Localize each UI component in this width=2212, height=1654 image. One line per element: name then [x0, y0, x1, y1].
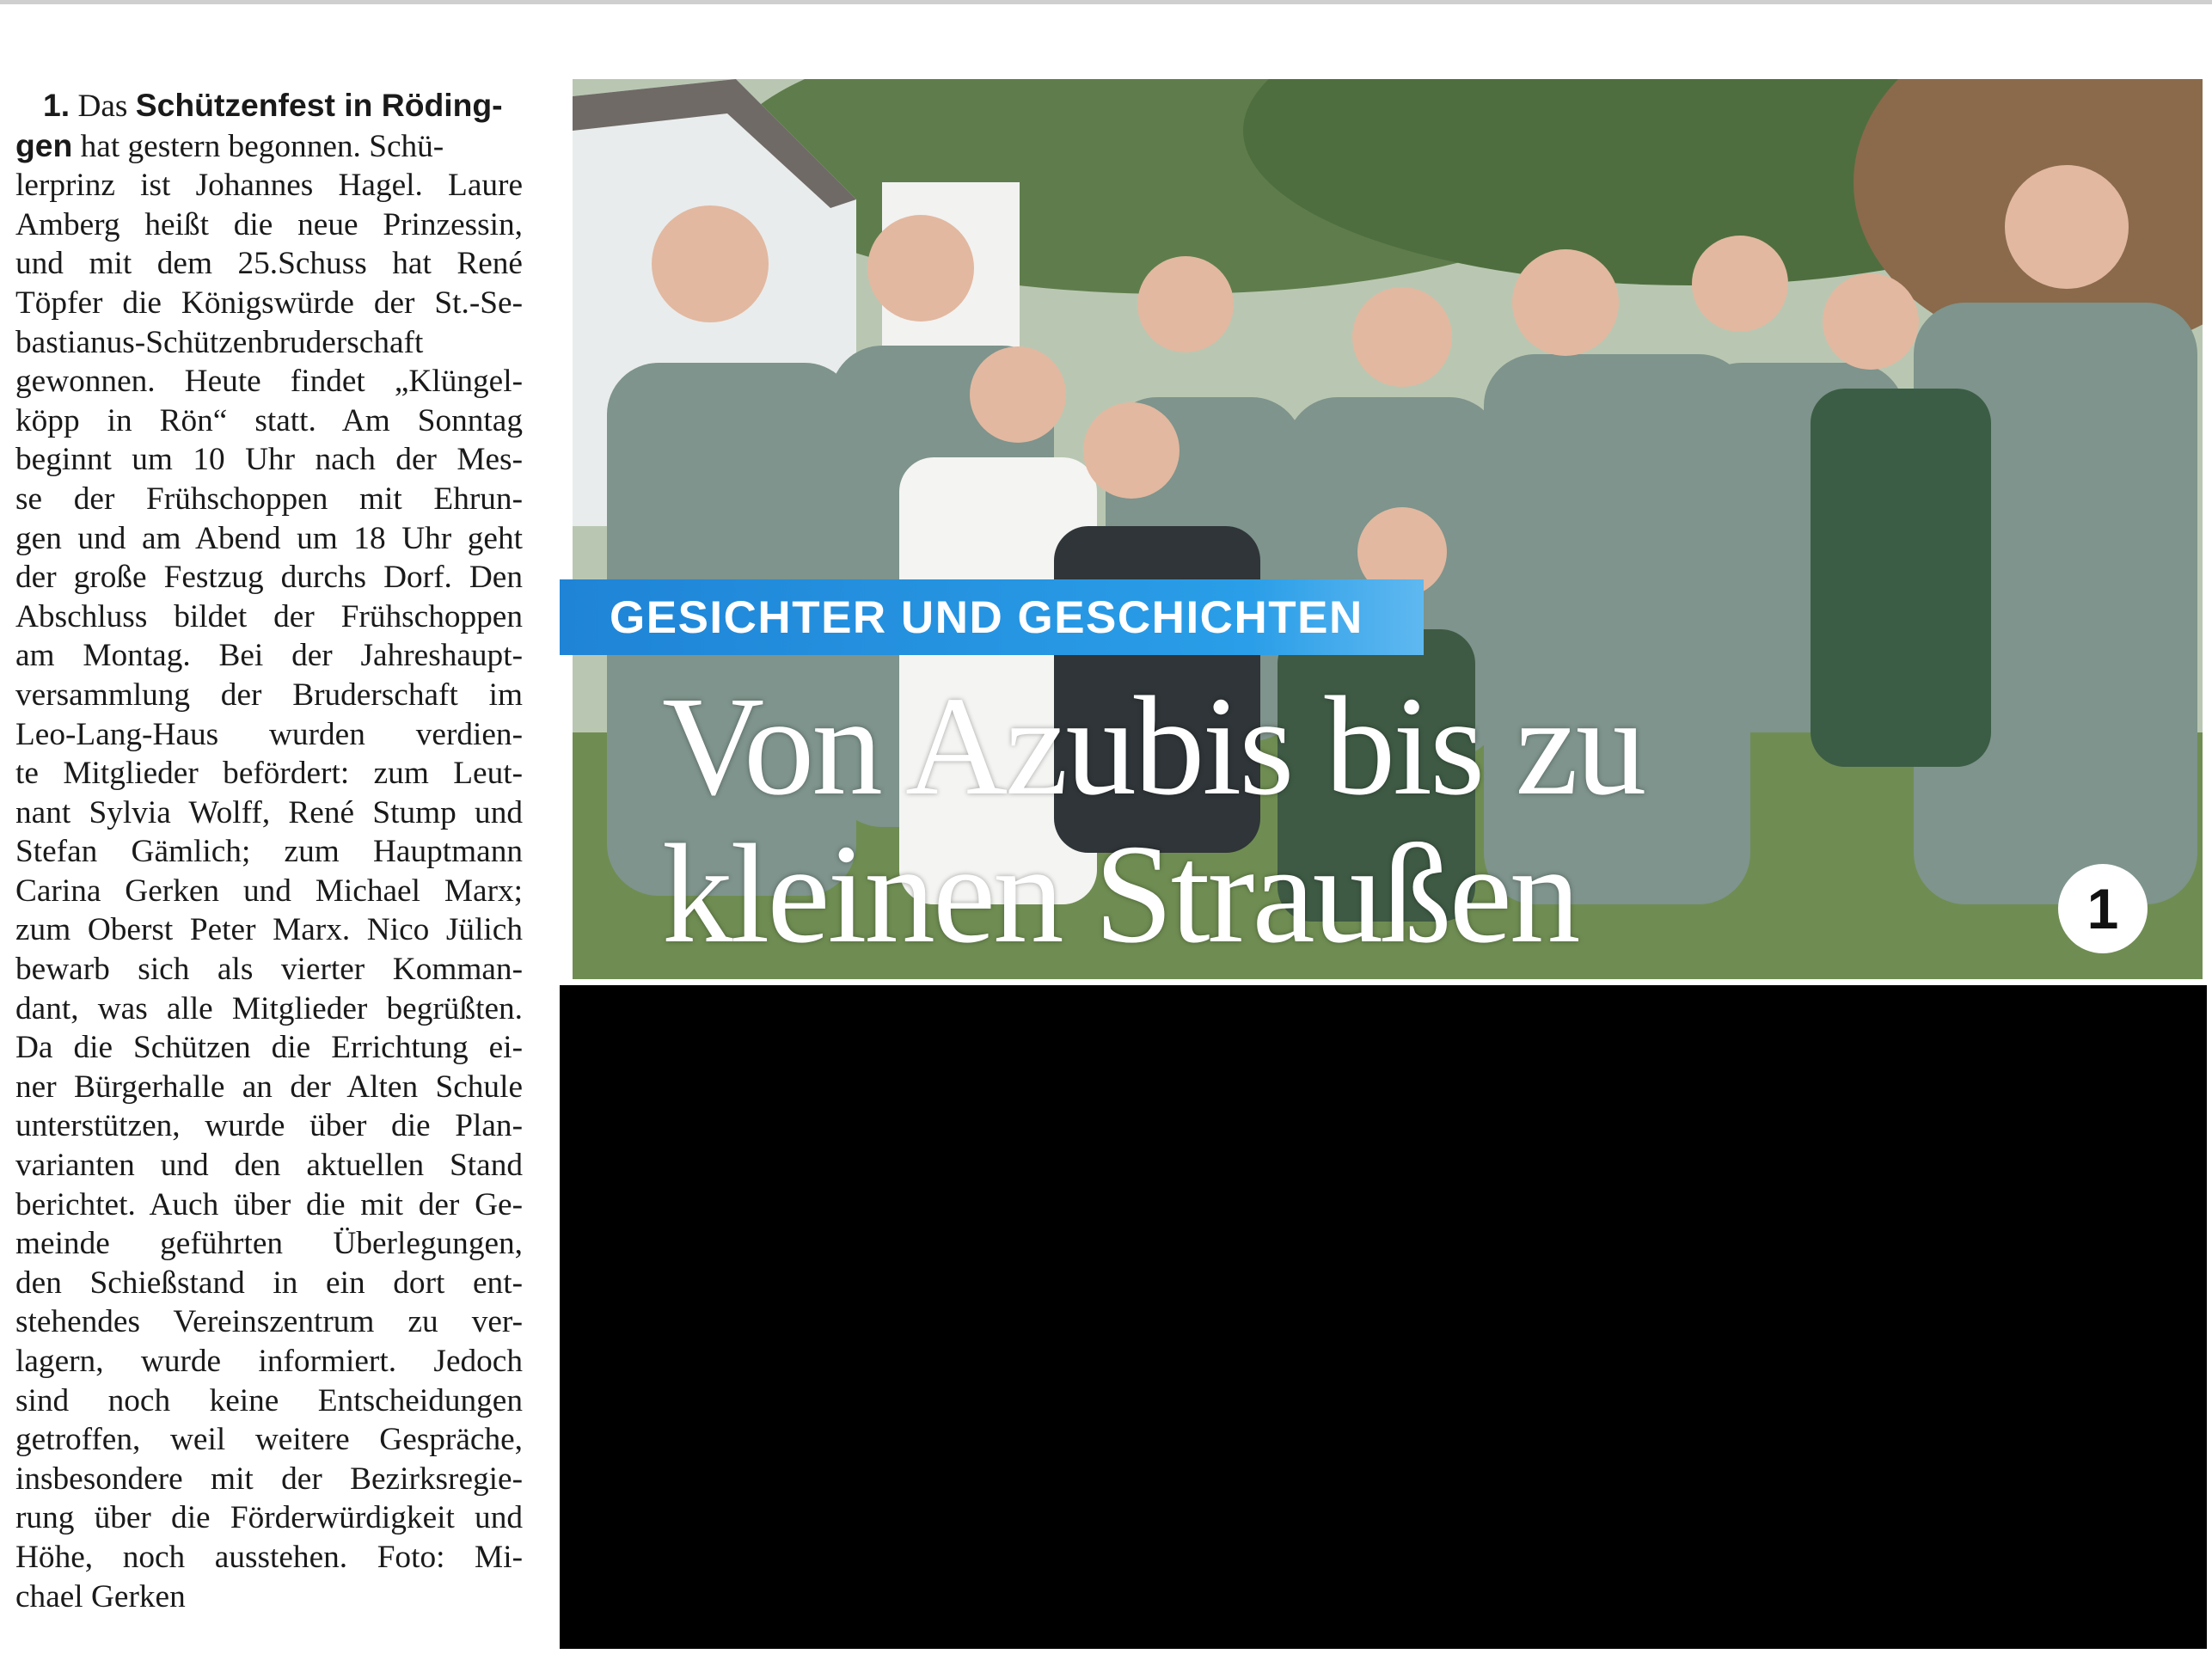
article-line: insbesondere mit der Bezirksregie-: [15, 1461, 523, 1497]
article-line: sind noch keine Entscheidungen: [15, 1382, 523, 1418]
article-line-2-rest: hat gestern begonnen. Schü-: [80, 128, 444, 164]
article-lead-plain: Das: [77, 89, 128, 124]
article-line: lagern, wurde informiert. Jedoch: [15, 1344, 523, 1379]
redacted-block: [560, 985, 2207, 1649]
article-line: Leo-Lang-Haus wurden verdien-: [15, 716, 523, 752]
article-line: der große Festzug durchs Dorf. Den: [15, 560, 523, 596]
article-line: Höhe, noch ausstehen. Foto: Mi-: [15, 1539, 523, 1575]
article-line: getroffen, weil weitere Gespräche,: [15, 1422, 523, 1458]
headline-line-2: kleinen Straußen: [662, 815, 1578, 972]
article-line: Stefan Gämlich; zum Hauptmann: [15, 834, 523, 870]
article-text-column: [15, 86, 523, 1616]
article-line: te Mitglieder befördert: zum Leut-: [15, 756, 523, 792]
article-line: Abschluss bildet der Frühschoppen: [15, 598, 523, 634]
article-number: 1.: [43, 87, 70, 123]
article-line: stehendes Vereinszentrum zu ver-: [15, 1304, 523, 1340]
article-line: rung über die Förderwürdigkeit und: [15, 1500, 523, 1536]
photo-number-badge: 1: [2058, 864, 2148, 953]
headline-line-1: Von Azubis bis zu: [662, 667, 1645, 824]
section-label-bar: [560, 579, 1424, 655]
article-line: gewonnen. Heute findet „Klüngel-: [15, 364, 523, 400]
article-line: dant, was alle Mitglieder begrüßten.: [15, 990, 523, 1026]
article-line: am Montag. Bei der Jahreshaupt-: [15, 638, 523, 674]
article-line: zum Oberst Peter Marx. Nico Jülich: [15, 912, 523, 948]
article-line: köpp in Rön“ statt. Am Sonntag: [15, 402, 523, 438]
article-line: meinde geführten Überlegungen,: [15, 1226, 523, 1262]
top-rule: [0, 0, 2212, 4]
article-line: berichtet. Auch über die mit der Ge-: [15, 1186, 523, 1222]
article-line: Amberg heißt die neue Prinzessin,: [15, 206, 523, 242]
section-label: GESICHTER UND GESCHICHTEN: [610, 591, 1363, 643]
article-line: Carina Gerken und Michael Marx;: [15, 873, 523, 909]
article-line: Da die Schützen die Errichtung ei-: [15, 1030, 523, 1066]
article-line: versammlung der Bruderschaft im: [15, 677, 523, 713]
article-line-2: [15, 126, 523, 167]
article-line: gen und am Abend um 18 Uhr geht: [15, 520, 523, 556]
article-body: [15, 166, 523, 1616]
article-line: chael Gerken: [15, 1578, 186, 1614]
article-line: den Schießstand in ein dort ent-: [15, 1265, 523, 1301]
article-line: bewarb sich als vierter Komman-: [15, 952, 523, 988]
article-line: nant Sylvia Wolff, René Stump und: [15, 794, 523, 830]
article-line: Töpfer die Königswürde der St.-Se-: [15, 285, 523, 321]
article-line: unterstützen, wurde über die Plan-: [15, 1108, 523, 1144]
article-line: bastianus-Schützenbruderschaft: [15, 324, 424, 360]
article-line: und mit dem 25.Schuss hat René: [15, 246, 523, 282]
article-line: se der Frühschoppen mit Ehrun-: [15, 481, 523, 517]
headline: [662, 667, 1866, 972]
article-line: lerprinz ist Johannes Hagel. Laure: [15, 168, 523, 204]
article-lead-bold-cont: gen: [15, 126, 73, 163]
article-line-1: [15, 86, 523, 126]
article-line: beginnt um 10 Uhr nach der Mes-: [15, 442, 523, 478]
article-line: varianten und den aktuellen Stand: [15, 1148, 523, 1184]
article-line: ner Bürgerhalle an der Alten Schule: [15, 1069, 523, 1105]
article-lead-bold: Schützenfest in Röding-: [135, 87, 503, 123]
